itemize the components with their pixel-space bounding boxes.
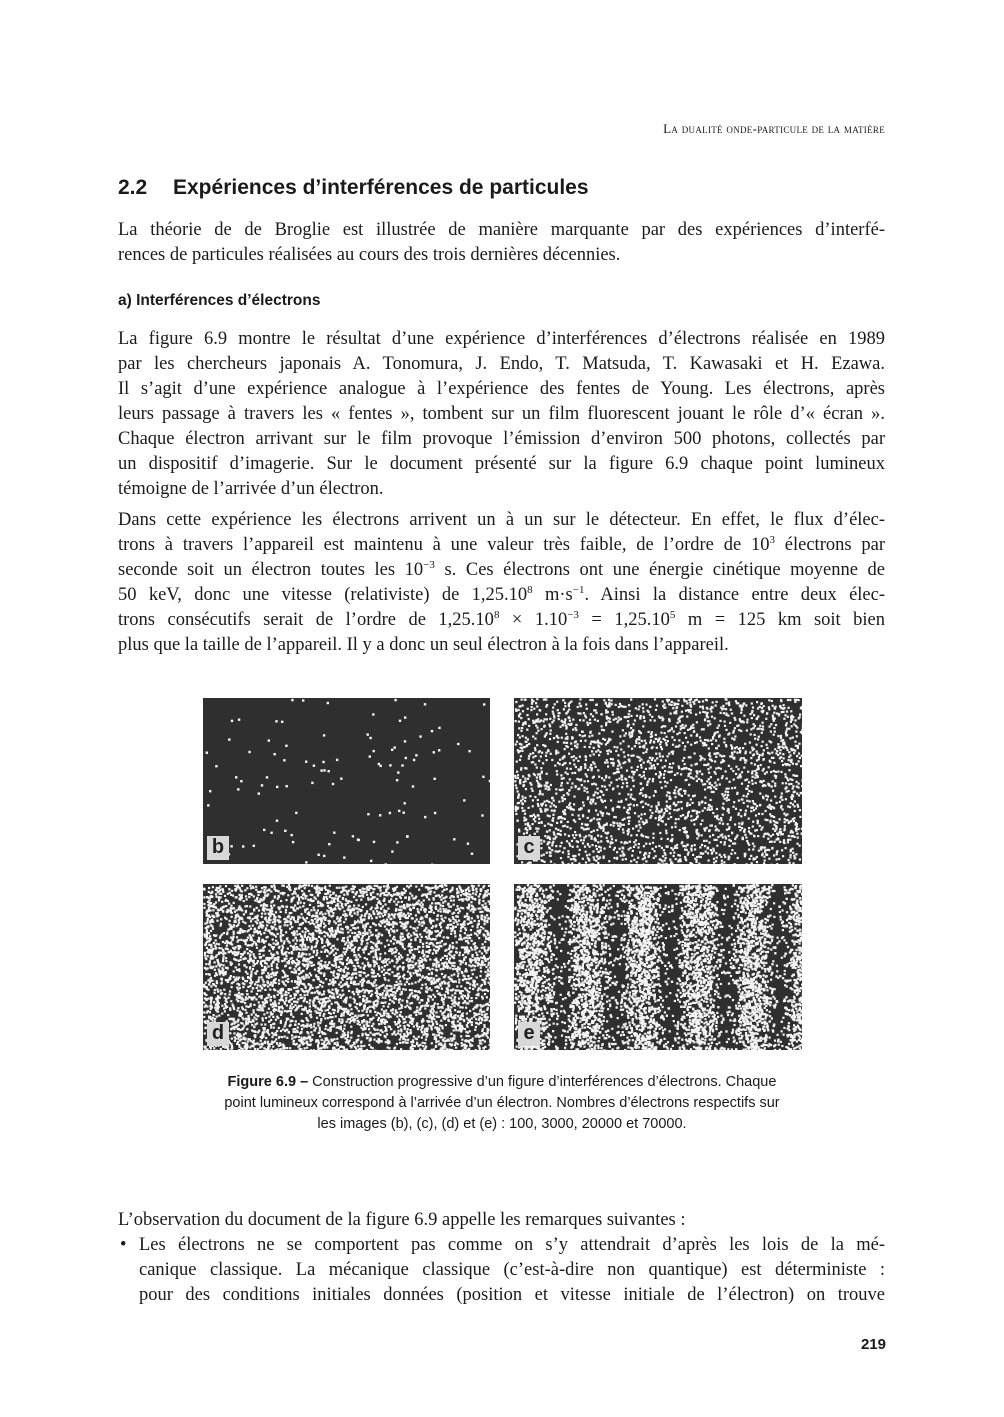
panel-label-e: e bbox=[518, 1022, 540, 1046]
text-line: plus que la taille de l’appareil. Il y a donc un seul électron à la fois dans l’appareil. bbox=[118, 635, 729, 655]
text-line: Dans cette expérience les électrons arrivent un à un sur le détecteur. En effet, le flux d’élec- bbox=[118, 510, 885, 530]
text-line: L’observation du document de la figure 6.9 appelle les remarques suivantes : bbox=[118, 1210, 686, 1230]
text-line: canique classique. La mécanique classique (c’est-à-dire non quantique) est déterministe : bbox=[139, 1260, 885, 1280]
panel-label-b: b bbox=[207, 836, 229, 860]
text-line: Il s’agit d’une expérience analogue à l’expérience des fentes de Young. Les électrons, après bbox=[118, 379, 885, 399]
text-line: Chaque électron arrivant sur le film provoque l’émission d’environ 500 photons, collectés par bbox=[118, 429, 885, 449]
intro-paragraph bbox=[118, 218, 885, 268]
caption-line: point lumineux correspond à l’arrivée d’un électron. Nombres d’électrons respectifs sur bbox=[224, 1095, 780, 1111]
figure-panel-c bbox=[514, 698, 802, 864]
bullet-icon: • bbox=[120, 1235, 127, 1255]
text-line: par les chercheurs japonais A. Tonomura, J. Endo, T. Matsuda, T. Kawasaki et H. Ezawa. bbox=[118, 354, 885, 374]
text-line: témoigne de l’arrivée d’un électron. bbox=[118, 479, 384, 499]
caption-label: Figure 6.9 – bbox=[227, 1074, 309, 1090]
dots-canvas bbox=[203, 698, 490, 864]
list-item bbox=[118, 1233, 885, 1308]
subsection-title: a) Interférences d’électrons bbox=[118, 292, 321, 309]
text-line: un dispositif d’imagerie. Sur le document présenté sur la figure 6.9 chaque point lumineux bbox=[118, 454, 885, 474]
dots-canvas bbox=[514, 884, 802, 1050]
text-line: trons à travers l’appareil est maintenu à une valeur très faible, de l’ordre de $10^3$ électrons par bbox=[118, 534, 885, 555]
section-title bbox=[118, 176, 589, 200]
text-line: trons consécutifs serait de l’ordre de $1,25.10^8 \times 1.10^{-3} = 1,25.10^5$ m = 125 km soit bien bbox=[118, 609, 886, 630]
figure-panel-e bbox=[514, 884, 802, 1050]
section-title-text: Expériences d’interférences de particules bbox=[173, 176, 589, 199]
text-line: Les électrons ne se comportent pas comme on s’y attendrait d’après les lois de la mé- bbox=[139, 1235, 885, 1255]
figure-panel-d bbox=[203, 884, 490, 1050]
caption-line: Figure 6.9 – Construction progressive d’un figure d’interférences d’électrons. Chaque bbox=[227, 1074, 777, 1090]
caption-line: les images (b), (c), (d) et (e) : 100, 3000, 20000 et 70000. bbox=[317, 1116, 687, 1132]
dots-canvas bbox=[514, 698, 802, 864]
text-line: pour des conditions initiales données (position et vitesse initiale de l’électron) on trouve bbox=[139, 1285, 885, 1305]
dots-canvas bbox=[203, 884, 490, 1050]
text-line: La figure 6.9 montre le résultat d’une expérience d’interférences d’électrons réalisée en 1989 bbox=[118, 329, 885, 349]
text-line: 50 keV, donc une vitesse (relativiste) de 1,25.10$^8$ $m\cdot s^{-1}$. Ainsi la distance entre deux élec- bbox=[118, 584, 886, 605]
text-line: leurs passage à travers les « fentes », tombent sur un film fluorescent jouant le rôle d’« écran ». bbox=[118, 404, 885, 424]
page-number: 219 bbox=[860, 1336, 886, 1353]
paragraph-2 bbox=[118, 508, 885, 658]
section-number: 2.2 bbox=[118, 176, 148, 199]
observation-intro bbox=[118, 1208, 885, 1233]
remarks-list bbox=[118, 1233, 885, 1308]
figure-panel-b bbox=[203, 698, 490, 864]
figure-caption bbox=[150, 1072, 854, 1135]
text-line: seconde soit un électron toutes les $10^{-3}$ s. Ces électrons ont une énergie cinétique moyenne de bbox=[118, 559, 885, 580]
text-line: rences de particules réalisées au cours des trois dernières décennies. bbox=[118, 245, 621, 265]
paragraph-1 bbox=[118, 327, 885, 502]
text-line: La théorie de de Broglie est illustrée de manière marquante par des expériences d’interfé- bbox=[118, 220, 885, 240]
running-head: La dualité onde-particule de la matière bbox=[663, 121, 885, 136]
panel-label-c: c bbox=[518, 836, 540, 860]
panel-label-d: d bbox=[207, 1022, 229, 1046]
